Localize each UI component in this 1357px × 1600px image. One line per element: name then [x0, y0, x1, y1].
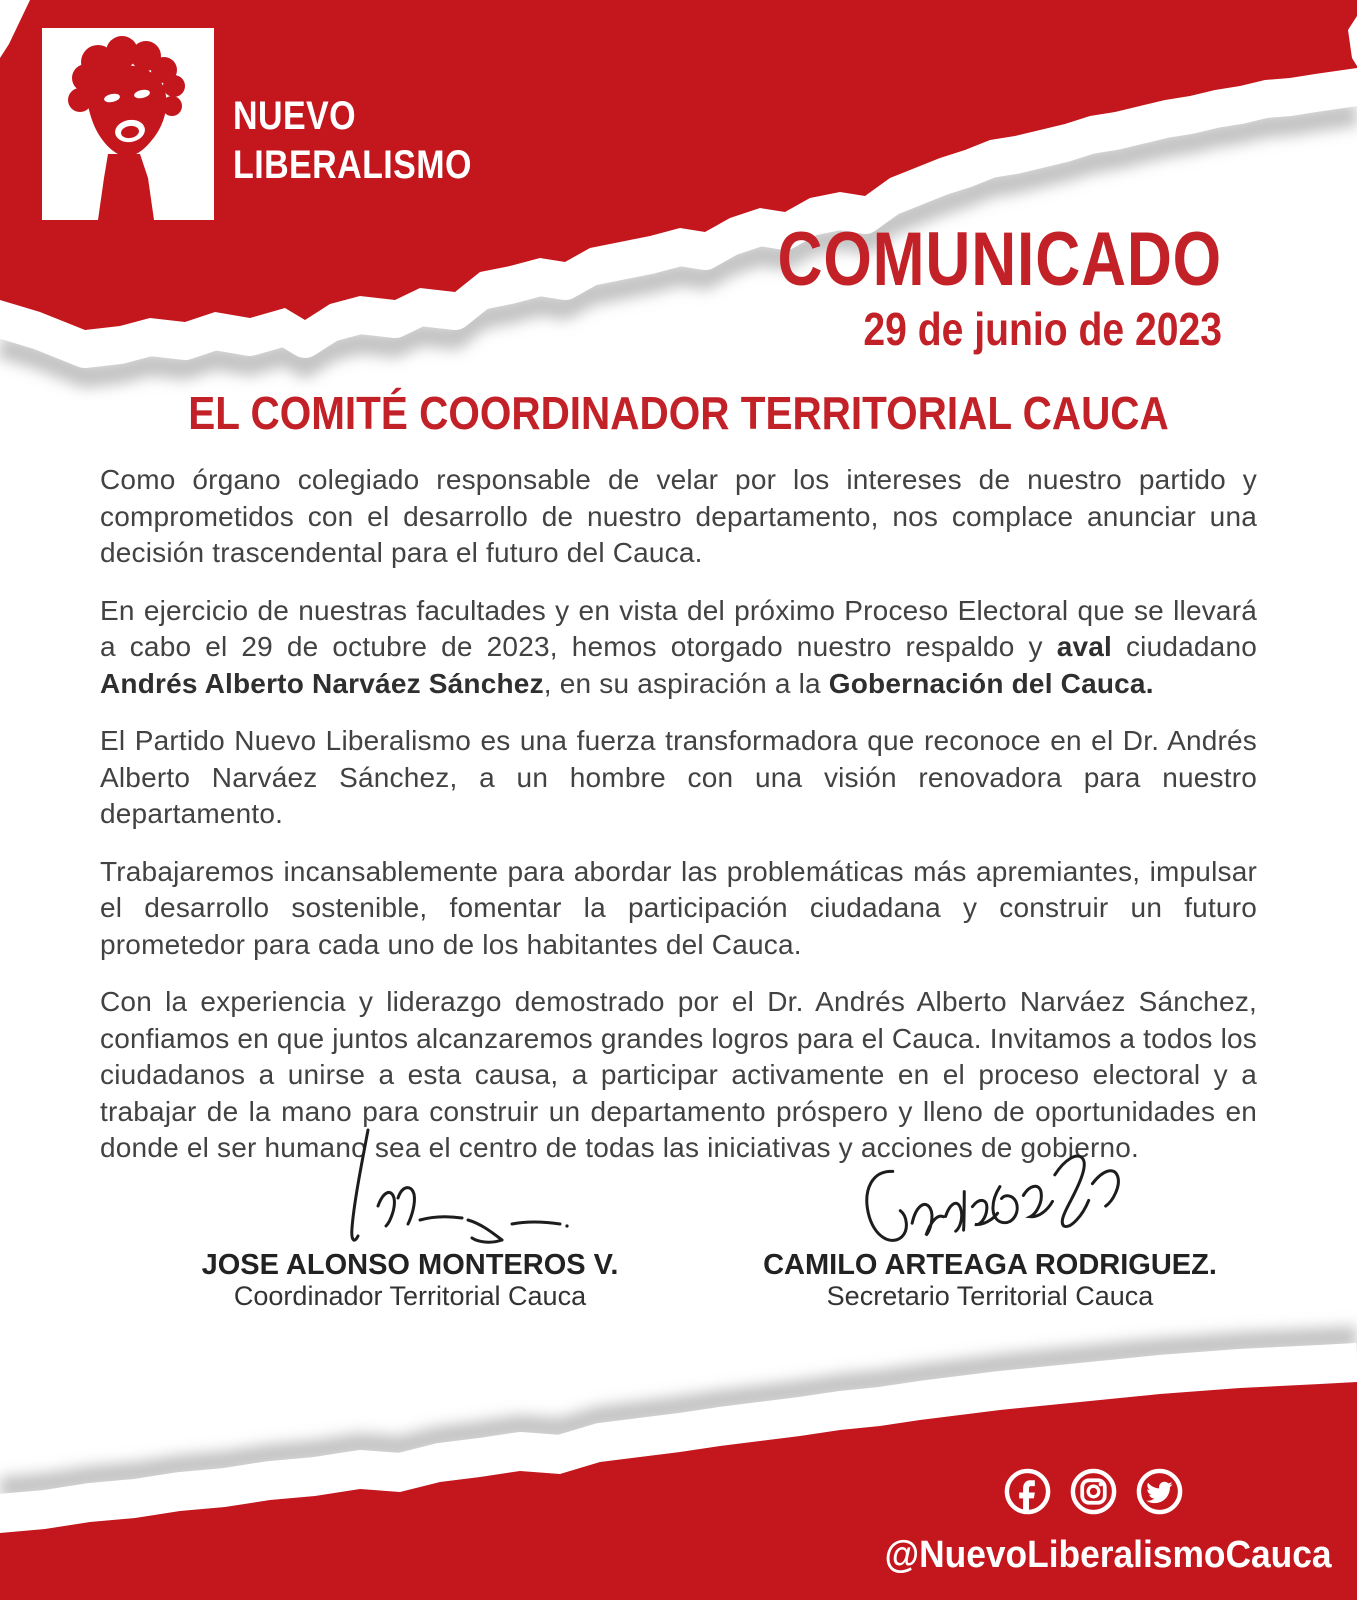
p2-text-1: En ejercicio de nuestras facultades y en vista del próximo Proceso Electoral que se llevará a cabo el 29 de octubre de 2023, hemos otorgado nuestro respaldo y: [100, 594, 1257, 662]
p2-bold-gobernacion: Gobernación del Cauca.: [828, 667, 1154, 699]
p2-text-3: , en su aspiración a la: [543, 667, 829, 699]
galan-portrait: [42, 28, 214, 220]
p2-bold-candidate: Andrés Alberto Narváez Sánchez: [100, 667, 544, 699]
comunicado-date: 29 de junio de 2023: [863, 303, 1222, 355]
twitter-icon[interactable]: [1135, 1467, 1184, 1516]
signature-block-coordinador: [130, 1128, 690, 1311]
signer-role: Secretario Territorial Cauca: [826, 1281, 1154, 1311]
party-name: [233, 92, 472, 190]
comunicado-title: COMUNICADO: [777, 217, 1222, 302]
facebook-icon[interactable]: [1003, 1467, 1052, 1516]
paragraph-3: El Partido Nuevo Liberalismo es una fuerza transformadora que reconoce en el Dr. Andrés Alberto Narváez Sánchez, a un hombre con una visión renovadora para nuestro departamento.: [100, 725, 1257, 829]
social-icons-row: [1003, 1467, 1184, 1516]
signature-arteaga: [830, 1128, 1150, 1250]
paragraph-2: [100, 593, 1257, 703]
paragraph-1: Como órgano colegiado responsable de velar por los intereses de nuestro partido y comprometidos con el desarrollo de nuestro departamento, nos complace anunciar una decisión trascendental para el futuro del Cauca.: [100, 464, 1257, 568]
title-block: [680, 217, 1222, 355]
p2-text-2: ciudadano: [1112, 631, 1257, 662]
document-heading: EL COMITÉ COORDINADOR TERRITORIAL CAUCA: [188, 387, 1169, 439]
brand-line-2: LIBERALISMO: [233, 143, 472, 187]
paragraph-4: Trabajaremos incansablemente para abordar las problemáticas más apremiantes, impulsar el desarrollo sostenible, fomentar la participación ciudadana y construir un futuro prometedor para cada uno de los habitantes del Cauca.: [100, 855, 1257, 960]
signer-name: CAMILO ARTEAGA RODRIGUEZ.: [763, 1249, 1217, 1281]
paragraph-5: Con la experiencia y liderazgo demostrado por el Dr. Andrés Alberto Narváez Sánchez, confiamos en que juntos alcanzaremos grandes logros para el Cauca. Invitamos a todos los ciudadanos a unirse a esta causa, a participar activamente en el proceso electoral y a trabajar de la mano para construir un departamento próspero y lleno de oportunidades en donde el ser humano sea el centro de todas las iniciativas y acciones de gobierno.: [100, 986, 1257, 1163]
party-logo: [42, 28, 214, 220]
signer-role: Coordinador Territorial Cauca: [233, 1281, 587, 1311]
document-body: [100, 387, 1257, 1188]
instagram-icon[interactable]: [1069, 1467, 1118, 1516]
p2-bold-aval: aval: [1056, 631, 1112, 662]
signer-name: JOSE ALONSO MONTEROS V.: [201, 1249, 619, 1281]
social-handle: @NuevoLiberalismoCauca: [885, 1534, 1332, 1576]
signature-monteros: [250, 1128, 570, 1250]
brand-line-1: NUEVO: [233, 94, 357, 138]
signature-block-secretario: [710, 1128, 1270, 1311]
signatures-section: [100, 1128, 1257, 1318]
